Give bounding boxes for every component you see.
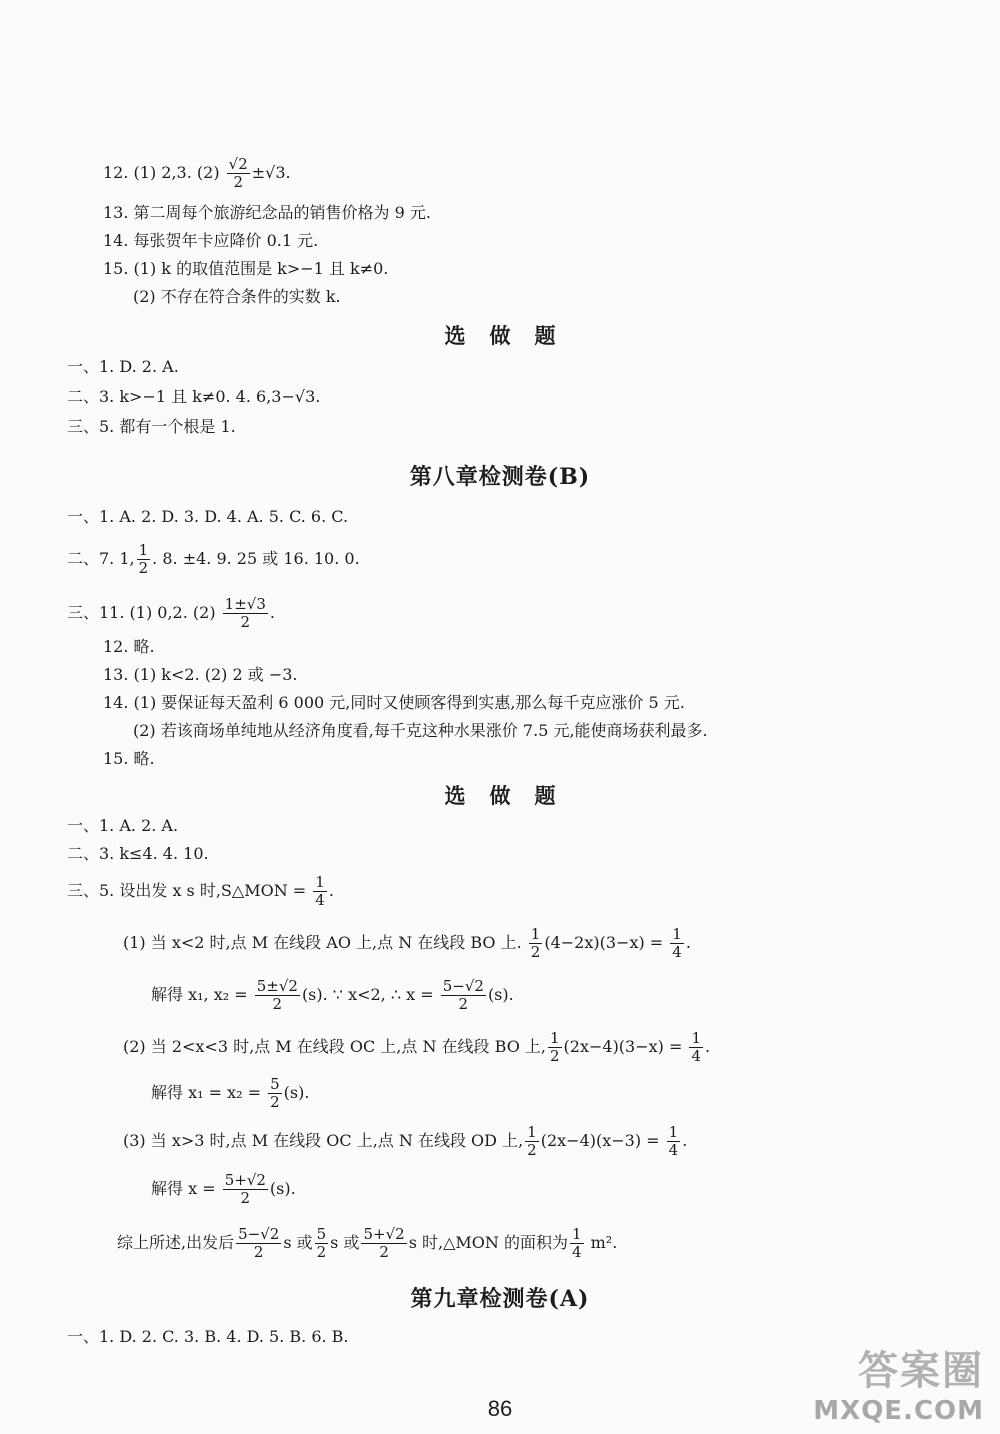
- solution-case-3-result: 解得 x = $\frac{5+√2}{2}$ (s).: [151, 1171, 296, 1207]
- solution-case-2-result: 解得 x₁ = x₂ = $\frac{5}{2}$ (s).: [151, 1075, 310, 1111]
- fraction: $\frac{5+√2}{2}$: [224, 1171, 266, 1207]
- solution-case-3: (3) 当 x>3 时,点 M 在线段 OC 上,点 N 在线段 OD 上, $\frac{1}{2}$ (2x−4)(x−3) = $\frac{1}{4}$ .: [123, 1123, 688, 1159]
- fraction: $\frac{1}{4}$: [315, 873, 325, 909]
- fraction: $\frac{1}{2}$: [138, 541, 149, 577]
- fraction: $\frac{5}{2}$: [316, 1225, 327, 1261]
- fraction: $\frac{1\pm√3}{2}$: [224, 595, 266, 631]
- fraction: $\frac{1}{4}$: [691, 1029, 702, 1065]
- watermark-logo-text: 答案圈: [858, 1348, 984, 1394]
- fraction: $\frac{1}{4}$: [571, 1225, 582, 1261]
- fraction: $\frac{√2}{2}$: [228, 155, 248, 191]
- fraction: $\frac{1}{2}$: [549, 1029, 560, 1065]
- answer-line-12: 12. (1) 2,3. (2) $\frac{√2}{2}$ ±√3.: [103, 155, 291, 191]
- chapter-heading-8b: 第八章检测卷(B): [409, 464, 591, 490]
- solution-case-1: (1) 当 x<2 时,点 M 在线段 AO 上,点 N 在线段 BO 上. $\frac{1}{2}$ (4−2x)(3−x) = $\frac{1}{4}$ .: [123, 925, 691, 961]
- optional-answer-1: 一、1. D. 2. A.: [67, 357, 179, 376]
- solution-conclusion: 综上所述,出发后 $\frac{5-√2}{2}$ s 或 $\frac{5}{2}$ s 或 $\frac{5+√2}{2}$ s 时,△MON 的面积为 $\frac{1}{4}$ m².: [117, 1225, 618, 1261]
- answer-line-15-1: 15. (1) k 的取值范围是 k>−1 且 k≠0.: [103, 259, 389, 278]
- fraction: $\frac{1}{2}$: [527, 1123, 537, 1159]
- fraction: $\frac{1}{4}$: [668, 1123, 679, 1159]
- fraction: $\frac{1}{2}$: [530, 925, 541, 961]
- page-number: 86: [487, 1396, 513, 1421]
- ch9-answer-1: 一、1. D. 2. C. 3. B. 4. D. 5. B. 6. B.: [67, 1327, 349, 1346]
- watermark-url: MXQE.COM: [813, 1396, 984, 1426]
- optional2-answer-1: 一、1. A. 2. A.: [67, 816, 179, 835]
- fraction: $\frac{5-√2}{2}$: [238, 1225, 280, 1261]
- answer-line-15-2: (2) 不存在符合条件的实数 k.: [133, 287, 341, 306]
- chapter-heading-9a: 第九章检测卷(A): [410, 1286, 590, 1312]
- optional-answer-3: 三、5. 都有一个根是 1.: [67, 417, 236, 436]
- fraction: $\frac{5+√2}{2}$: [363, 1225, 405, 1261]
- fraction: $\frac{1}{4}$: [672, 925, 682, 961]
- fraction: $\frac{5-√2}{2}$: [442, 977, 484, 1013]
- ch8-answer-15: 15. 略.: [103, 749, 155, 768]
- ch8-answer-2: 二、7. 1, $\frac{1}{2}$ . 8. ±4. 9. 25 或 16. 10. 0.: [67, 541, 360, 577]
- section-heading-optional: 选做题: [444, 783, 580, 808]
- section-heading-optional: 选做题: [444, 323, 580, 348]
- ch8-answer-3: 三、11. (1) 0,2. (2) $\frac{1\pm√3}{2}$ .: [67, 595, 275, 631]
- ch8-answer-14-2: (2) 若该商场单纯地从经济角度看,每千克这种水果涨价 7.5 元,能使商场获利最多.: [133, 721, 708, 740]
- ch8-answer-14-1: 14. (1) 要保证每天盈利 6 000 元,同时又使顾客得到实惠,那么每千克应涨价 5 元.: [103, 693, 685, 712]
- watermark: [813, 1339, 984, 1426]
- solution-case-1-result: 解得 x₁, x₂ = $\frac{5\pm√2}{2}$ (s). ∵ x<2, ∴ x = $\frac{5-√2}{2}$ (s).: [151, 977, 514, 1013]
- ch8-answer-12: 12. 略.: [103, 637, 155, 656]
- fraction: $\frac{5}{2}$: [270, 1075, 280, 1111]
- fraction: $\frac{5\pm√2}{2}$: [256, 977, 298, 1013]
- optional2-answer-3: 三、5. 设出发 x s 时,S△MON = $\frac{1}{4}$ .: [67, 873, 334, 909]
- optional2-answer-2: 二、3. k≤4. 4. 10.: [67, 844, 209, 863]
- answer-line-13: 13. 第二周每个旅游纪念品的销售价格为 9 元.: [103, 203, 431, 222]
- solution-case-2: (2) 当 2<x<3 时,点 M 在线段 OC 上,点 N 在线段 BO 上, $\frac{1}{2}$ (2x−4)(3−x) = $\frac{1}{4}$ .: [123, 1029, 711, 1065]
- answer-line-14: 14. 每张贺年卡应降价 0.1 元.: [103, 231, 319, 250]
- optional-answer-2: 二、3. k>−1 且 k≠0. 4. 6,3−√3.: [67, 387, 321, 406]
- ch8-answer-13: 13. (1) k<2. (2) 2 或 −3.: [103, 665, 298, 684]
- ch8-answer-1: 一、1. A. 2. D. 3. D. 4. A. 5. C. 6. C.: [67, 507, 349, 526]
